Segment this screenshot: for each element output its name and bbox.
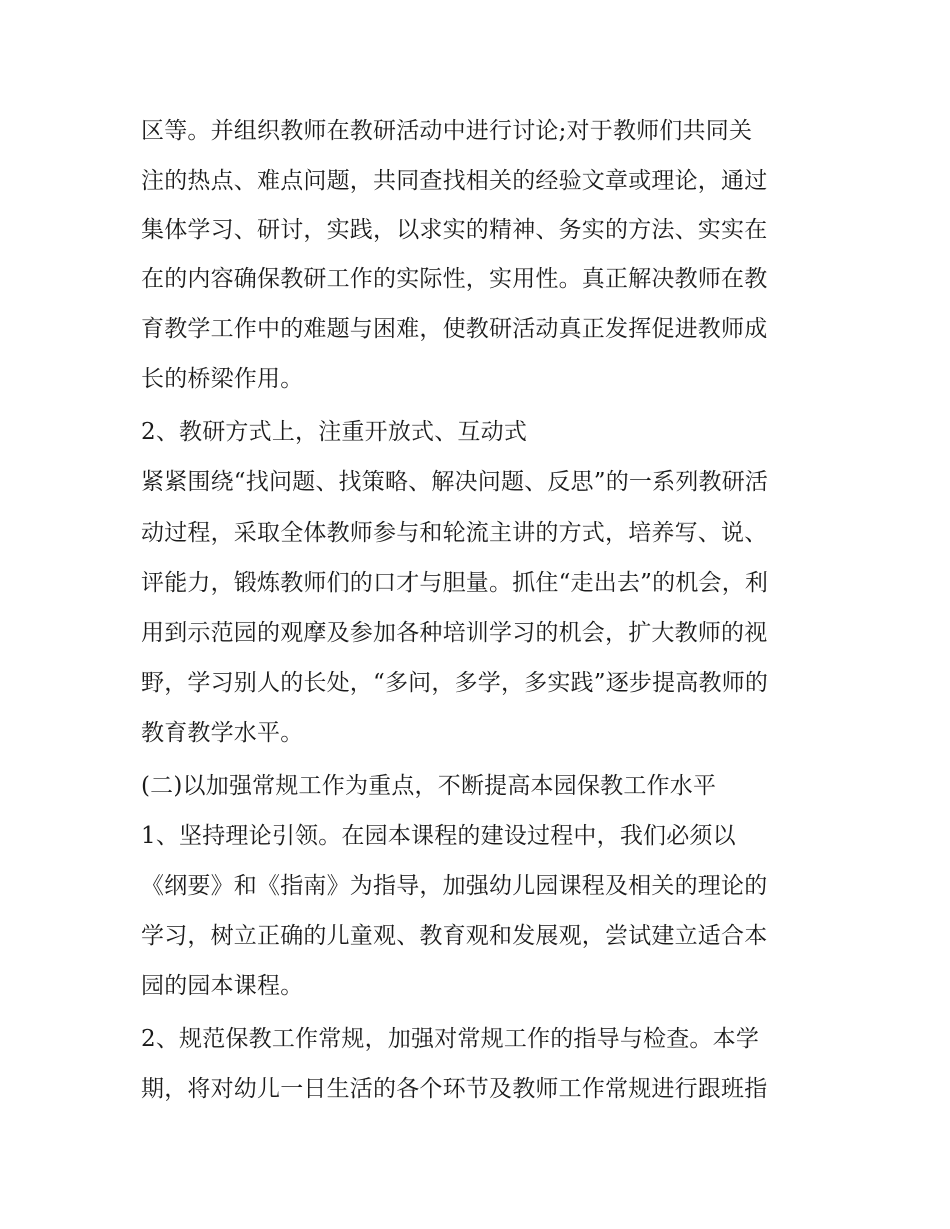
section-heading: 2、教研方式上，注重开放式、互动式	[141, 419, 528, 445]
text-line: 评能力，锻炼教师们的口才与胆量。抓住“走出去”的机会，利	[141, 570, 769, 596]
text-line: 紧紧围绕“找问题、找策略、解决问题、反思”的一系列教研活	[141, 469, 769, 495]
text-line: 1、坚持理论引领。在园本课程的建设过程中，我们必须以	[141, 823, 736, 849]
text-line: 在的内容确保教研工作的实际性，实用性。真正解决教师在教	[141, 266, 768, 292]
text-line: 动过程，采取全体教师参与和轮流主讲的方式，培养写、说、	[141, 520, 768, 546]
text-line: 区等。并组织教师在教研活动中进行讨论;对于教师们共同关	[141, 118, 753, 144]
text-line: 长的桥梁作用。	[141, 366, 304, 392]
section-heading: (二)以加强常规工作为重点，不断提高本园保教工作水平	[141, 773, 717, 799]
text-line: 注的热点、难点问题，共同查找相关的经验文章或理论，通过	[141, 168, 768, 194]
text-line: 集体学习、研讨，实践，以求实的精神、务实的方法、实实在	[141, 217, 768, 243]
text-line: 教育教学水平。	[141, 720, 304, 746]
text-line: 用到示范园的观摩及参加各种培训学习的机会，扩大教师的视	[141, 620, 768, 646]
text-line: 期，将对幼儿一日生活的各个环节及教师工作常规进行跟班指	[141, 1076, 768, 1102]
text-line: 园的园本课程。	[141, 973, 304, 999]
text-line: 野，学习别人的长处，“多问，多学，多实践”逐步提高教师的	[141, 670, 769, 696]
text-line: 《纲要》和《指南》为指导，加强幼儿园课程及相关的理论的	[141, 873, 768, 899]
text-line: 2、规范保教工作常规，加强对常规工作的指导与检查。本学	[141, 1026, 760, 1052]
text-line: 学习，树立正确的儿童观、教育观和发展观，尝试建立适合本	[141, 923, 768, 949]
text-line: 育教学工作中的难题与困难，使教研活动真正发挥促进教师成	[141, 316, 768, 342]
